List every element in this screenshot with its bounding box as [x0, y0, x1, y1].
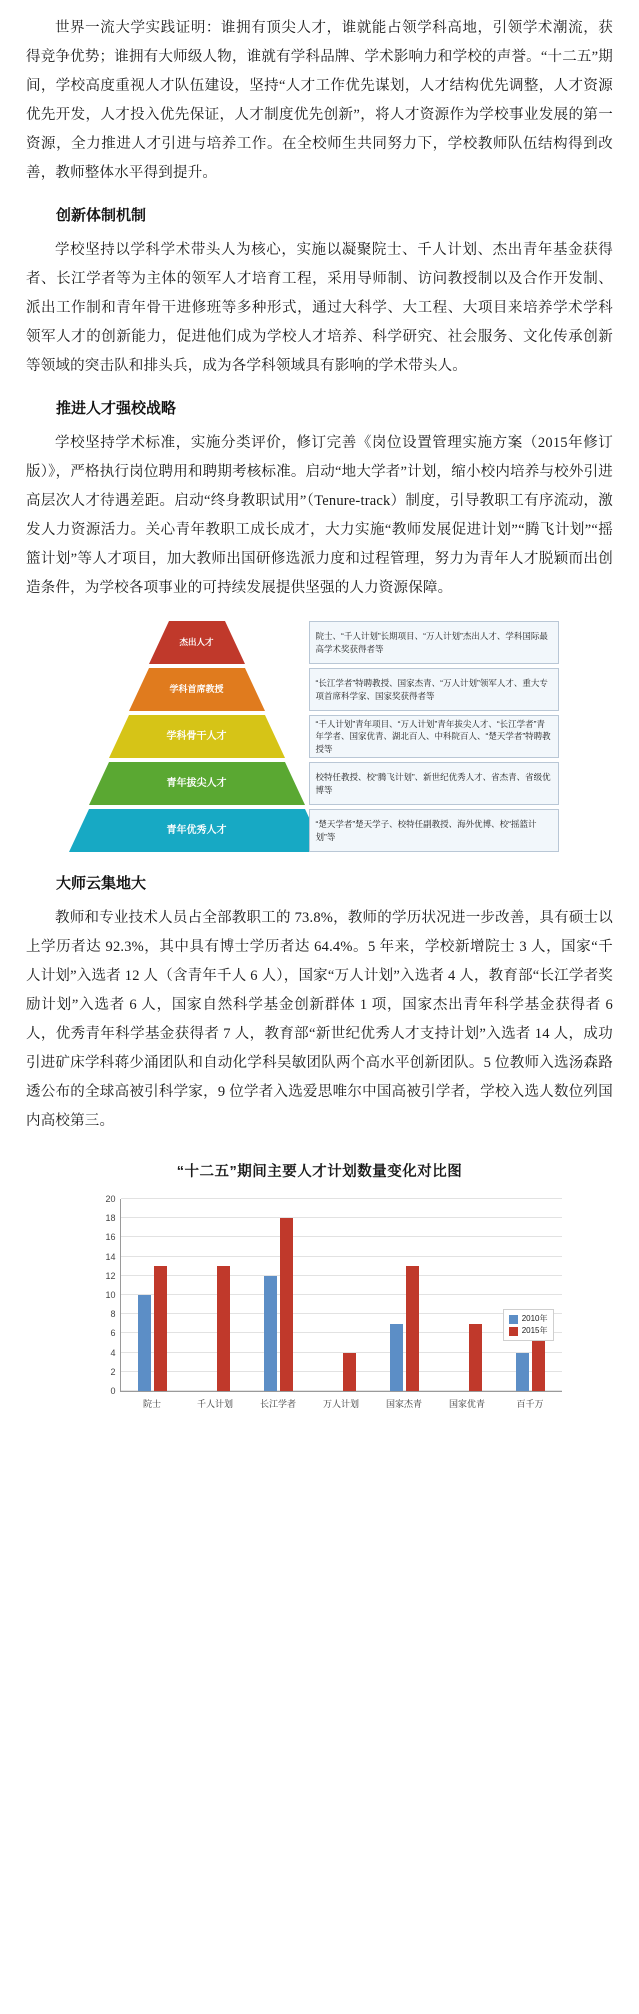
chart-legend-swatch	[509, 1315, 518, 1324]
chart-legend-label: 2015年	[521, 1326, 548, 1335]
chart-bar	[138, 1295, 151, 1391]
chart-y-tick-label: 18	[105, 1213, 116, 1224]
chart-bar	[390, 1324, 403, 1391]
chart-y-tick-label: 16	[105, 1232, 116, 1243]
chart-y-tick-label: 2	[110, 1366, 116, 1377]
chart-y-tick-label: 20	[105, 1194, 116, 1204]
pyramid-level-shape	[109, 715, 285, 758]
chart-category-group	[184, 1199, 247, 1409]
talent-plan-chart-block	[26, 1160, 613, 1426]
section-heading-strategy: 推进人才强校战略	[56, 400, 177, 417]
section-heading-innovation: 创新体制机制	[56, 207, 147, 224]
pyramid-level	[85, 809, 555, 852]
chart-bar	[264, 1276, 277, 1391]
chart-plot	[105, 1194, 562, 1409]
chart-legend-swatch	[509, 1327, 518, 1336]
pyramid-level-description: 校特任教授、校“腾飞计划”、新世纪优秀人才、省杰青、省级优博等	[309, 762, 559, 805]
chart-x-tick-label: 长江学者	[259, 1399, 296, 1409]
pyramid-level	[85, 621, 555, 664]
section-heading-masters: 大师云集地大	[56, 875, 147, 892]
pyramid-level-label: 杰出人才	[179, 636, 214, 647]
chart-category-group	[436, 1199, 499, 1409]
chart-category-group	[373, 1199, 436, 1409]
chart-x-tick-label: 百千万	[516, 1399, 544, 1409]
chart-bar	[516, 1353, 529, 1391]
chart-y-tick-label: 14	[105, 1251, 116, 1262]
pyramid-level-label: 青年优秀人才	[166, 824, 227, 836]
chart-y-tick-label: 6	[110, 1328, 116, 1339]
chart-x-tick-label: 国家杰青	[385, 1399, 422, 1409]
chart-bar	[217, 1266, 230, 1391]
chart-legend	[503, 1309, 554, 1341]
chart-y-tick-label: 10	[105, 1290, 116, 1300]
pyramid-level-description: “长江学者”特聘教授、国家杰青、“万人计划”领军人才、重大专项首席科学家、国家奖获得者等	[309, 668, 559, 711]
chart-y-tick-label: 12	[105, 1270, 116, 1281]
pyramid-level	[85, 715, 555, 758]
pyramid-level-label: 学科首席教授	[169, 684, 224, 695]
pyramid-level-shape	[69, 809, 325, 852]
pyramid-level-description: 院士、“千人计划”长期项目、“万人计划”杰出人才、学科国际最高学术奖获得者等	[309, 621, 559, 664]
pyramid-level-shape	[89, 762, 305, 805]
pyramid-level-description: “千人计划”青年项目、“万人计划”青年拔尖人才、“长江学者”青年学者、国家优青、湖北百人、中科院百人、“楚天学者”特聘教授等	[309, 715, 559, 758]
talent-pyramid-figure	[85, 621, 555, 856]
pyramid-level-description: “楚天学者”楚天学子、校特任副教授、海外优博、校“摇篮计划”等	[309, 809, 559, 852]
chart-title: “十二五”期间主要人才计划数量变化对比图	[176, 1164, 463, 1180]
chart-x-tick-label: 院士	[142, 1399, 161, 1409]
chart-bar	[343, 1353, 356, 1391]
chart-y-tick-label: 8	[110, 1309, 116, 1320]
chart-bar	[280, 1218, 293, 1391]
chart-x-tick-label: 千人计划	[196, 1399, 233, 1409]
section-body-strategy: 学校坚持学术标准，实施分类评价，修订完善《岗位设置管理实施方案（2015年修订版）》，严格执行岗位聘用和聘期考核标准。启动“地大学者”计划，缩小校内培养与校外引进高层次人才待遇差距。启动“终身教职试用”（Tenure-track）制度，引导教职工有序流动，激发人力资源活力。关心青年教职工成长成才，大力实施“教师发展促进计划”“腾飞计划”“摇篮计划”等人才项目，加大教师出国研修选派力度和过程管理，努力为青年人才脱颖而出创造条件，为学校各项事业的可持续发展提供坚强的人力资源保障。	[26, 435, 613, 596]
chart-x-tick-label: 万人计划	[322, 1399, 359, 1409]
pyramid-level	[85, 762, 555, 805]
pyramid-level-label: 学科骨干人才	[166, 730, 227, 742]
chart-category-group	[247, 1199, 310, 1409]
chart-category-group	[499, 1199, 562, 1409]
chart-y-tick-label: 0	[110, 1386, 116, 1396]
chart-x-tick-label: 国家优青	[448, 1399, 485, 1409]
section-body-masters: 教师和专业技术人员占全部教职工的 73.8%，教师的学历状况进一步改善，具有硕士以上学历者达 92.3%，其中具有博士学历者达 64.4%。5 年来，学校新增院士 3 人，国家“千人计划”入选者 12 人（含青年千人 6 人），国家“万人计划”入选者 4 人，教育部“长江学者奖励计划”入选者 6 人，国家自然科学基金创新群体 1 项，国家杰出青年科学基金获得者 6 人，优秀青年科学基金获得者 7 人，教育部“新世纪优秀人才支持计划”入选者 14 人，成功引进矿床学科蒋少涌团队和自动化学科吴敏团队两个高水平创新团队。5 位教师入选汤森路透公布的全球高被引科学家，9 位学者入选爱思唯尔中国高被引学者，学校入选人数位列国内高校第三。	[26, 910, 613, 1129]
chart-legend-item	[509, 1325, 548, 1337]
chart-bar	[154, 1266, 167, 1391]
chart-category-group	[121, 1199, 184, 1409]
chart-legend-item	[509, 1313, 548, 1325]
pyramid-level-label: 青年拔尖人才	[166, 777, 227, 789]
chart-legend-label: 2010年	[521, 1314, 548, 1323]
pyramid-level-shape	[149, 621, 245, 664]
chart-y-tick-label: 4	[110, 1347, 116, 1358]
chart-area	[60, 1191, 580, 1426]
chart-bar	[406, 1266, 419, 1391]
pyramid-level-shape	[129, 668, 265, 711]
section-body-innovation: 学校坚持以学科学术带头人为核心，实施以凝聚院士、千人计划、杰出青年基金获得者、长江学者等为主体的领军人才培育工程，采用导师制、访问教授制以及合作开发制、派出工作制和青年骨干进修班等多种形式，通过大科学、大工程、大项目来培养学术学科领军人才的创新能力，促进他们成为学校人才培养、科学研究、社会服务、文化传承创新等领域的突击队和排头兵，成为各学科领域具有影响的学术带头人。	[26, 242, 613, 374]
intro-paragraph: 世界一流大学实践证明：谁拥有顶尖人才，谁就能占领学科高地，引领学术潮流，获得竞争优势；谁拥有大师级人物，谁就有学科品牌、学术影响力和学校的声誉。“十二五”期间，学校高度重视人才队伍建设，坚持“人才工作优先谋划，人才结构优先调整，人才资源优先开发，人才投入优先保证，人才制度优先创新”，将人才资源作为学校事业发展的第一资源，全力推进人才引进与培养工作。在全校师生共同努力下，学校教师队伍结构得到改善，教师整体水平得到提升。	[26, 20, 613, 181]
chart-category-group	[310, 1199, 373, 1409]
chart-bar	[469, 1324, 482, 1391]
pyramid-level	[85, 668, 555, 711]
